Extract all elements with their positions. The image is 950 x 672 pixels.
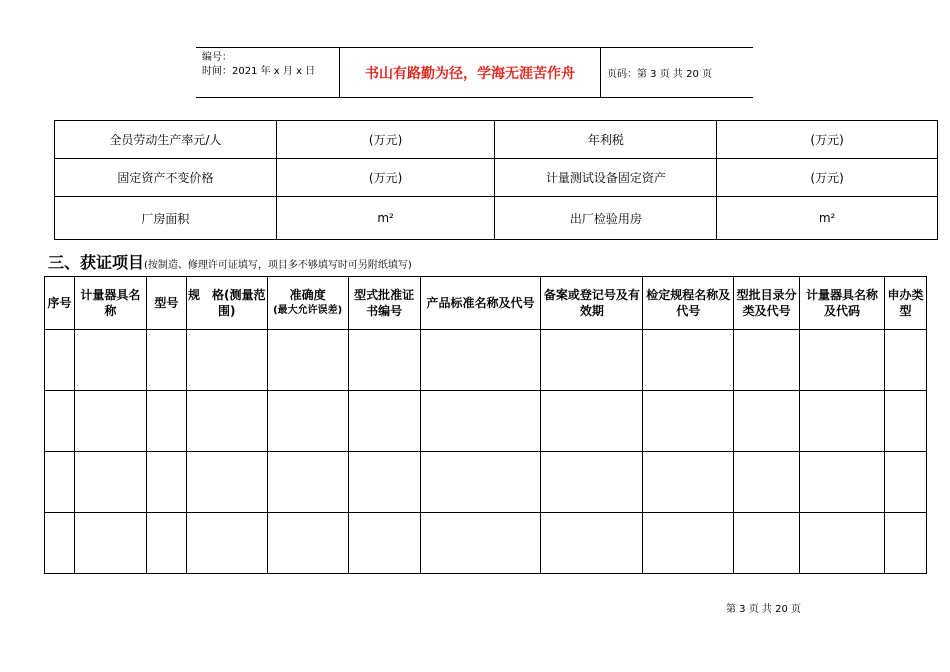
project-rows	[45, 330, 927, 574]
header-cell: 申办类型	[884, 277, 926, 330]
project-cell	[800, 452, 885, 513]
project-cell	[45, 330, 75, 391]
project-cell	[45, 513, 75, 574]
project-cell	[884, 452, 926, 513]
summary-cell: 计量测试设备固定资产	[495, 159, 717, 197]
section-title-text: 三、获证项目	[48, 253, 145, 272]
project-cell	[800, 513, 885, 574]
project-cell	[734, 330, 800, 391]
header-cell: 型号	[146, 277, 186, 330]
summary-cell: 固定资产不变价格	[55, 159, 277, 197]
summary-cell: 全员劳动生产率元/人	[55, 121, 277, 159]
summary-row	[55, 121, 938, 159]
project-table	[44, 276, 927, 574]
header-slogan: 书山有路勤为径，学海无涯苦作舟	[339, 48, 601, 97]
project-cell	[348, 330, 420, 391]
project-cell	[186, 391, 267, 452]
project-cell	[734, 513, 800, 574]
project-cell	[146, 330, 186, 391]
project-row	[45, 513, 927, 574]
accuracy-label: 准确度	[289, 288, 326, 302]
project-cell	[74, 330, 146, 391]
project-cell	[74, 391, 146, 452]
project-row	[45, 330, 927, 391]
project-cell	[74, 452, 146, 513]
project-cell	[643, 513, 734, 574]
project-cell	[800, 391, 885, 452]
project-cell	[348, 391, 420, 452]
page-footer: 第 3 页 共 20 页	[726, 604, 801, 615]
project-cell	[267, 513, 348, 574]
project-cell	[541, 330, 643, 391]
time-label: 时间：2021 年 x 月 x 日	[202, 66, 316, 77]
header-cell: 产品标准名称及代号	[420, 277, 541, 330]
project-cell	[146, 513, 186, 574]
summary-cell: 年利税	[495, 121, 717, 159]
project-cell	[146, 391, 186, 452]
header-page-code: 页码：第 3 页 共 20 页	[607, 69, 712, 80]
summary-cell: (万元)	[717, 159, 938, 197]
project-cell	[45, 391, 75, 452]
project-cell	[186, 330, 267, 391]
project-header-row	[45, 277, 927, 330]
project-cell	[186, 452, 267, 513]
accuracy-sub-label: (最大允许误差)	[273, 305, 343, 316]
project-cell	[348, 513, 420, 574]
project-cell	[541, 452, 643, 513]
header-cell: 检定规程名称及代号	[643, 277, 734, 330]
project-cell	[643, 330, 734, 391]
project-cell	[267, 330, 348, 391]
project-cell	[348, 452, 420, 513]
project-cell	[884, 513, 926, 574]
header-cell: 序号	[45, 277, 75, 330]
project-cell	[420, 452, 541, 513]
summary-row	[55, 197, 938, 240]
header-cell: 型批目录分类及代号	[734, 277, 800, 330]
project-cell	[884, 391, 926, 452]
project-cell	[734, 452, 800, 513]
summary-row	[55, 159, 938, 197]
summary-cell: (万元)	[717, 121, 938, 159]
project-cell	[541, 513, 643, 574]
project-cell	[146, 452, 186, 513]
project-cell	[186, 513, 267, 574]
header-cell: 备案或登记号及有效期	[541, 277, 643, 330]
project-row	[45, 452, 927, 513]
project-cell	[74, 513, 146, 574]
project-cell	[884, 330, 926, 391]
header-cell	[267, 277, 348, 330]
header-cell: 计量器具名称及代码	[800, 277, 885, 330]
page-header	[196, 47, 753, 98]
summary-cell: m²	[276, 197, 495, 240]
project-cell	[643, 452, 734, 513]
project-cell	[734, 391, 800, 452]
project-cell	[420, 391, 541, 452]
summary-cell: m²	[717, 197, 938, 240]
header-left	[196, 48, 339, 97]
header-cell: 型式批准证书编号	[348, 277, 420, 330]
header-cell: 规 格(测量范围)	[186, 277, 267, 330]
project-row	[45, 391, 927, 452]
header-cell: 计量器具名称	[74, 277, 146, 330]
summary-cell: 厂房面积	[55, 197, 277, 240]
number-label: 编号：	[202, 52, 232, 63]
summary-cell: (万元)	[276, 121, 495, 159]
project-cell	[420, 513, 541, 574]
project-cell	[800, 330, 885, 391]
section-note: (按制造、修理许可证填写，项目多不够填写时可另附纸填写)	[144, 260, 412, 271]
section-title	[48, 250, 412, 273]
project-cell	[541, 391, 643, 452]
project-cell	[267, 452, 348, 513]
project-cell	[420, 330, 541, 391]
summary-cell: 出厂检验用房	[495, 197, 717, 240]
summary-table	[54, 120, 938, 240]
project-cell	[45, 452, 75, 513]
summary-cell: (万元)	[276, 159, 495, 197]
project-cell	[643, 391, 734, 452]
project-cell	[267, 391, 348, 452]
